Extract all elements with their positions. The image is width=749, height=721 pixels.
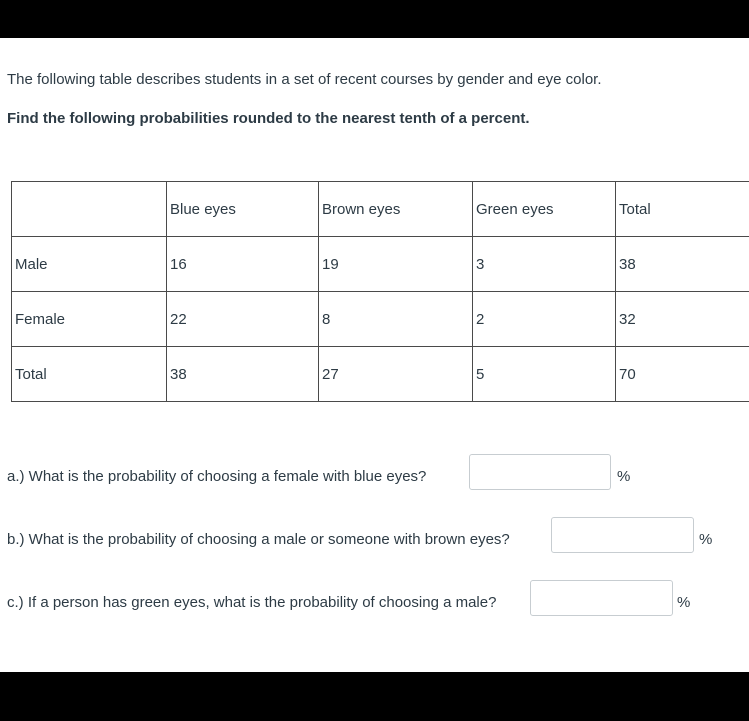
table-cell: 38 bbox=[167, 347, 319, 402]
percent-b-label: % bbox=[699, 531, 713, 548]
table-row bbox=[12, 237, 749, 292]
table-header-cell: Total bbox=[616, 182, 749, 237]
intro-text: The following table describes students in a set of recent courses by gender and eye color. bbox=[7, 71, 602, 88]
table-cell: 27 bbox=[319, 347, 473, 402]
table-cell: 5 bbox=[473, 347, 616, 402]
answer-b-input[interactable] bbox=[551, 517, 694, 553]
percent-a-label: % bbox=[617, 468, 631, 485]
table-cell: 22 bbox=[167, 292, 319, 347]
table-cell: Total bbox=[12, 347, 167, 402]
table-cell: Male bbox=[12, 237, 167, 292]
question-b-text: b.) What is the probability of choosing a male or someone with brown eyes? bbox=[7, 531, 510, 548]
answer-c-input[interactable] bbox=[530, 580, 673, 616]
table-cell: 8 bbox=[319, 292, 473, 347]
table-cell: 2 bbox=[473, 292, 616, 347]
question-a-text: a.) What is the probability of choosing a female with blue eyes? bbox=[7, 468, 427, 485]
answer-a-input[interactable] bbox=[469, 454, 611, 490]
table-cell: 3 bbox=[473, 237, 616, 292]
table-cell: 16 bbox=[167, 237, 319, 292]
table-cell: 70 bbox=[616, 347, 749, 402]
percent-c-label: % bbox=[677, 594, 691, 611]
eye-color-table bbox=[11, 181, 749, 402]
table-row bbox=[12, 347, 749, 402]
question-panel bbox=[0, 38, 749, 672]
table-header-cell: Brown eyes bbox=[319, 182, 473, 237]
table-cell: 19 bbox=[319, 237, 473, 292]
table-row bbox=[12, 292, 749, 347]
table-header-cell: Green eyes bbox=[473, 182, 616, 237]
table-cell: 32 bbox=[616, 292, 749, 347]
table-cell: Female bbox=[12, 292, 167, 347]
table-header-cell: Blue eyes bbox=[167, 182, 319, 237]
instruction-text: Find the following probabilities rounded to the nearest tenth of a percent. bbox=[7, 110, 530, 127]
question-c-text: c.) If a person has green eyes, what is the probability of choosing a male? bbox=[7, 594, 497, 611]
table-cell: 38 bbox=[616, 237, 749, 292]
table-header-row bbox=[12, 182, 749, 237]
table-header-cell bbox=[12, 182, 167, 237]
